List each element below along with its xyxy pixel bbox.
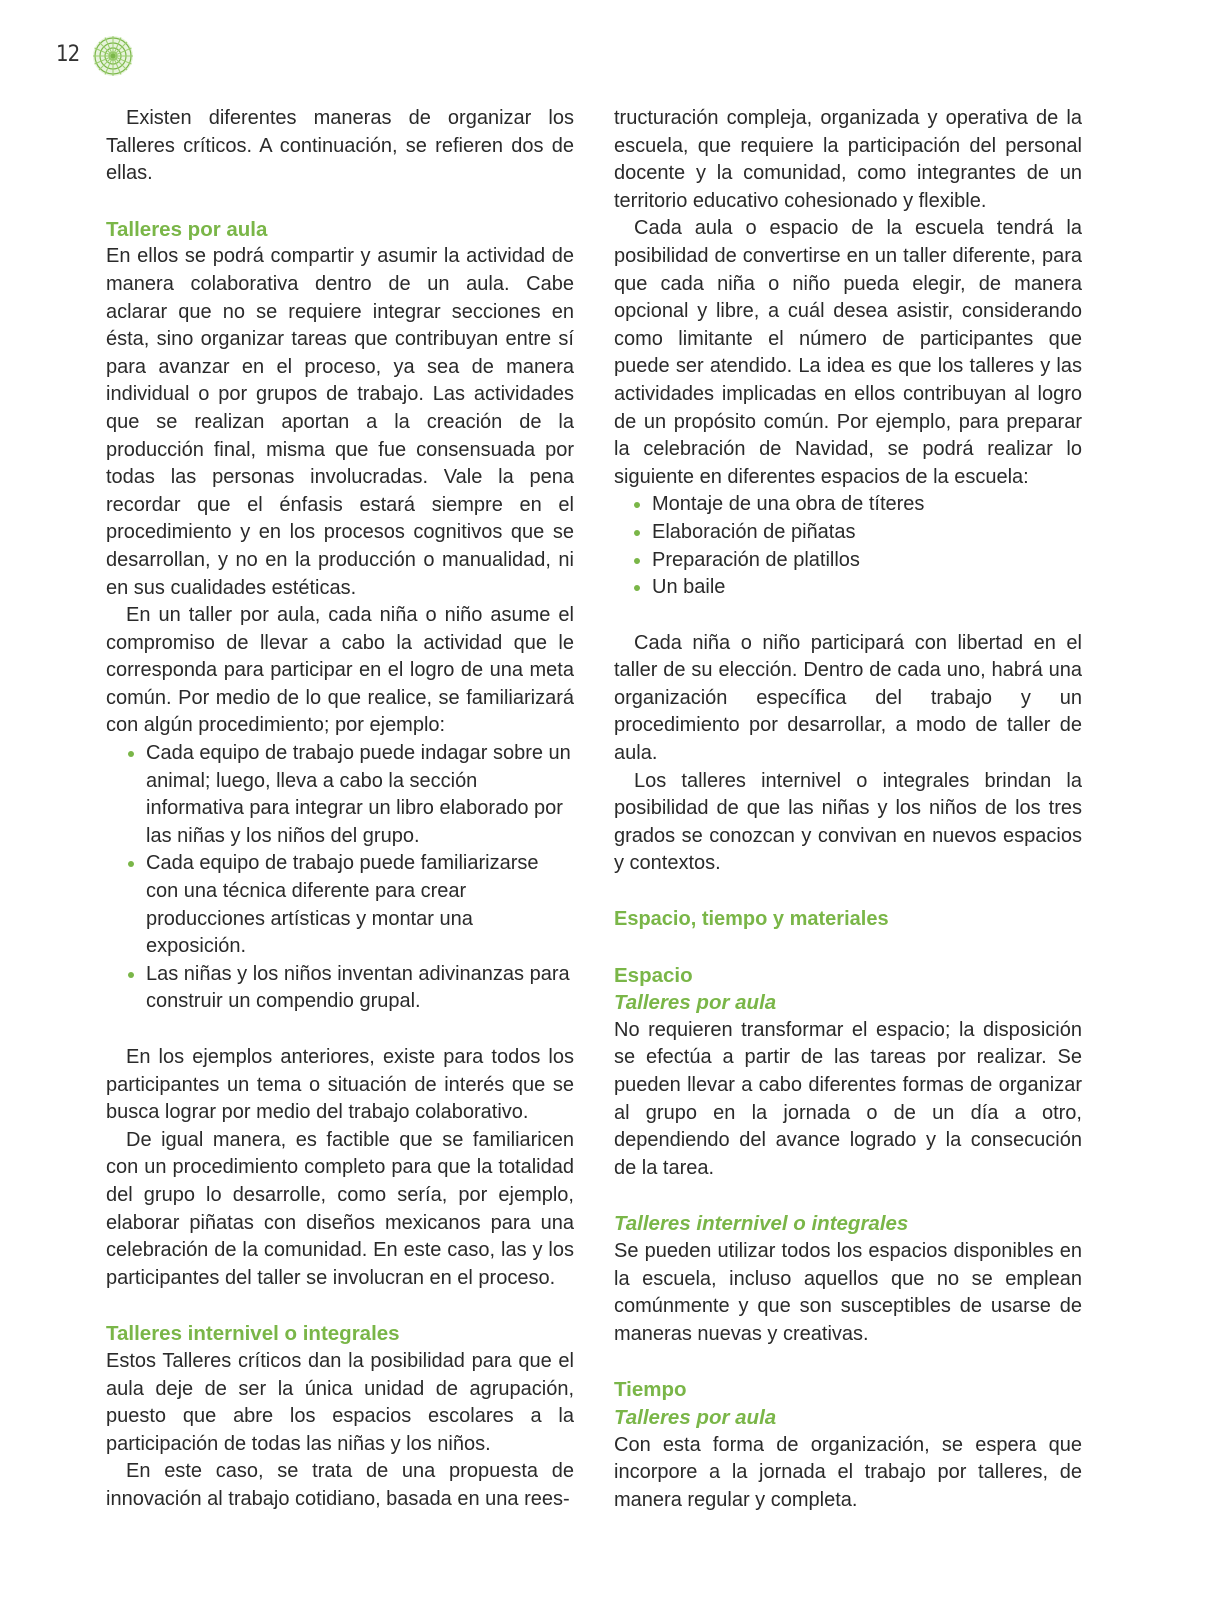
paragraph: En ellos se podrá compartir y asumir la actividad de manera colaborativa dentro de un aula. Cabe aclarar que no se requiere integrar secciones en ésta, sino organizar tareas que contribuyan entre sí para avanzar en el proceso, ya sea de manera individual o por grupos de trabajo. Las actividades que se realizan aportan a la creación de la producción final, misma que fue consensuada por todas las personas involucradas. Vale la pena recordar que el énfasis estará siempre en el procedimiento y en los procesos cognitivos que se desarrollan, y no en la producción o manualidad, ni en sus cualidades estéticas. xyxy=(106,245,574,599)
list-item: Preparación de platillos xyxy=(614,547,1082,575)
list-item: Elaboración de piñatas xyxy=(614,519,1082,547)
paragraph: En los ejemplos anteriores, existe para todos los participantes un tema o situación de interés que se busca lograr por medio del trabajo colaborativo. xyxy=(106,1046,574,1124)
paragraph: De igual manera, es factible que se familiaricen con un procedimiento completo para que la totalidad del grupo lo desarrolle, como sería, por ejemplo, elaborar piñatas con diseños mexicanos para una celebración de la comunidad. En este caso, las y los participantes del taller se involucran en el proceso. xyxy=(106,1128,574,1289)
heading-talleres-por-aula: Talleres por aula xyxy=(106,217,268,241)
paragraph: Se pueden utilizar todos los espacios disponibles en la escuela, incluso aquellos que no se emplean comúnmente y que son susceptibles de usarse de maneras nuevas y creativas. xyxy=(614,1239,1082,1345)
left-column xyxy=(106,105,574,1514)
list-item: Cada equipo de trabajo puede familiarizarse con una técnica diferente para crear producciones artísticas y montar una exposición. xyxy=(106,850,574,960)
paragraph: Los talleres internivel o integrales brindan la posibilidad de que las niñas y los niños de los tres grados se conozcan y convivan en nuevos espacios y contextos. xyxy=(614,769,1082,875)
paragraph: Con esta forma de organización, se espera que incorpore a la jornada el trabajo por talleres, de manera regular y completa. xyxy=(614,1433,1082,1511)
list-item: Las niñas y los niños inventan adivinanzas para construir un compendio grupal. xyxy=(106,961,574,1016)
bullet-list xyxy=(614,491,1082,601)
page-number: 12 xyxy=(56,42,80,67)
bullet-list xyxy=(106,740,574,1016)
paragraph: Estos Talleres críticos dan la posibilidad para que el aula deje de ser la única unidad de agrupación, puesto que abre los espacios escolares a la participación de todas las niñas y los niños. xyxy=(106,1349,574,1455)
paragraph: No requieren transformar el espacio; la disposición se efectúa a partir de las tareas por realizar. Se pueden llevar a cabo diferentes formas de organizar al grupo en la jornada o de un día a otro, dependiendo del avance logrado y la consecución de la tarea. xyxy=(614,1018,1082,1179)
paragraph: tructuración compleja, organizada y operativa de la escuela, que requiere la participación del personal docente y la comunidad, como integrantes de un territorio educativo cohesionado y flexible. xyxy=(614,107,1082,212)
heading-talleres-internivel: Talleres internivel o integrales xyxy=(106,1322,400,1346)
right-column xyxy=(614,105,1082,1514)
list-item: Un baile xyxy=(614,574,1082,602)
paragraph: En un taller por aula, cada niña o niño asume el compromiso de llevar a cabo la actividad que le corresponda para participar en el logro de una meta común. Por medio de lo que realice, se familiarizará con algún procedimiento; por ejemplo: xyxy=(106,604,574,737)
subheading-talleres-internivel: Talleres internivel o integrales xyxy=(614,1212,909,1236)
subheading-talleres-por-aula: Talleres por aula xyxy=(614,1405,777,1429)
heading-espacio: Espacio xyxy=(614,963,693,987)
paragraph: Cada niña o niño participará con libertad en el taller de su elección. Dentro de cada uno, habrá una organización específica del trabajo y un procedimiento por desarrollar, a modo de taller de aula. xyxy=(614,631,1082,765)
paragraph: Cada aula o espacio de la escuela tendrá la posibilidad de convertirse en un taller diferente, para que cada niña o niño pueda elegir, de manera opcional y libre, a cuál desea asistir, considerando como limitante el número de participantes que puede ser atendido. La idea es que los talleres y las actividades implicadas en ellos contribuyan al logro de un propósito común. Por ejemplo, para preparar la celebración de Navidad, se podrá realizar lo siguiente en diferentes espacios de la escuela: xyxy=(614,217,1082,488)
list-item: Cada equipo de trabajo puede indagar sobre un animal; luego, lleva a cabo la sección informativa para integrar un libro elaborado por las niñas y los niños del grupo. xyxy=(106,740,574,850)
green-mandala-icon xyxy=(92,35,134,77)
paragraph: En este caso, se trata de una propuesta de innovación al trabajo cotidiano, basada en una rees- xyxy=(106,1460,574,1510)
heading-tiempo: Tiempo xyxy=(614,1378,687,1402)
heading-espacio-tiempo-materiales: Espacio, tiempo y materiales xyxy=(614,908,889,931)
list-item: Montaje de una obra de títeres xyxy=(614,491,1082,519)
intro-paragraph: Existen diferentes maneras de organizar los Talleres críticos. A continuación, se refieren dos de ellas. xyxy=(106,107,574,185)
subheading-talleres-por-aula: Talleres por aula xyxy=(614,991,777,1015)
